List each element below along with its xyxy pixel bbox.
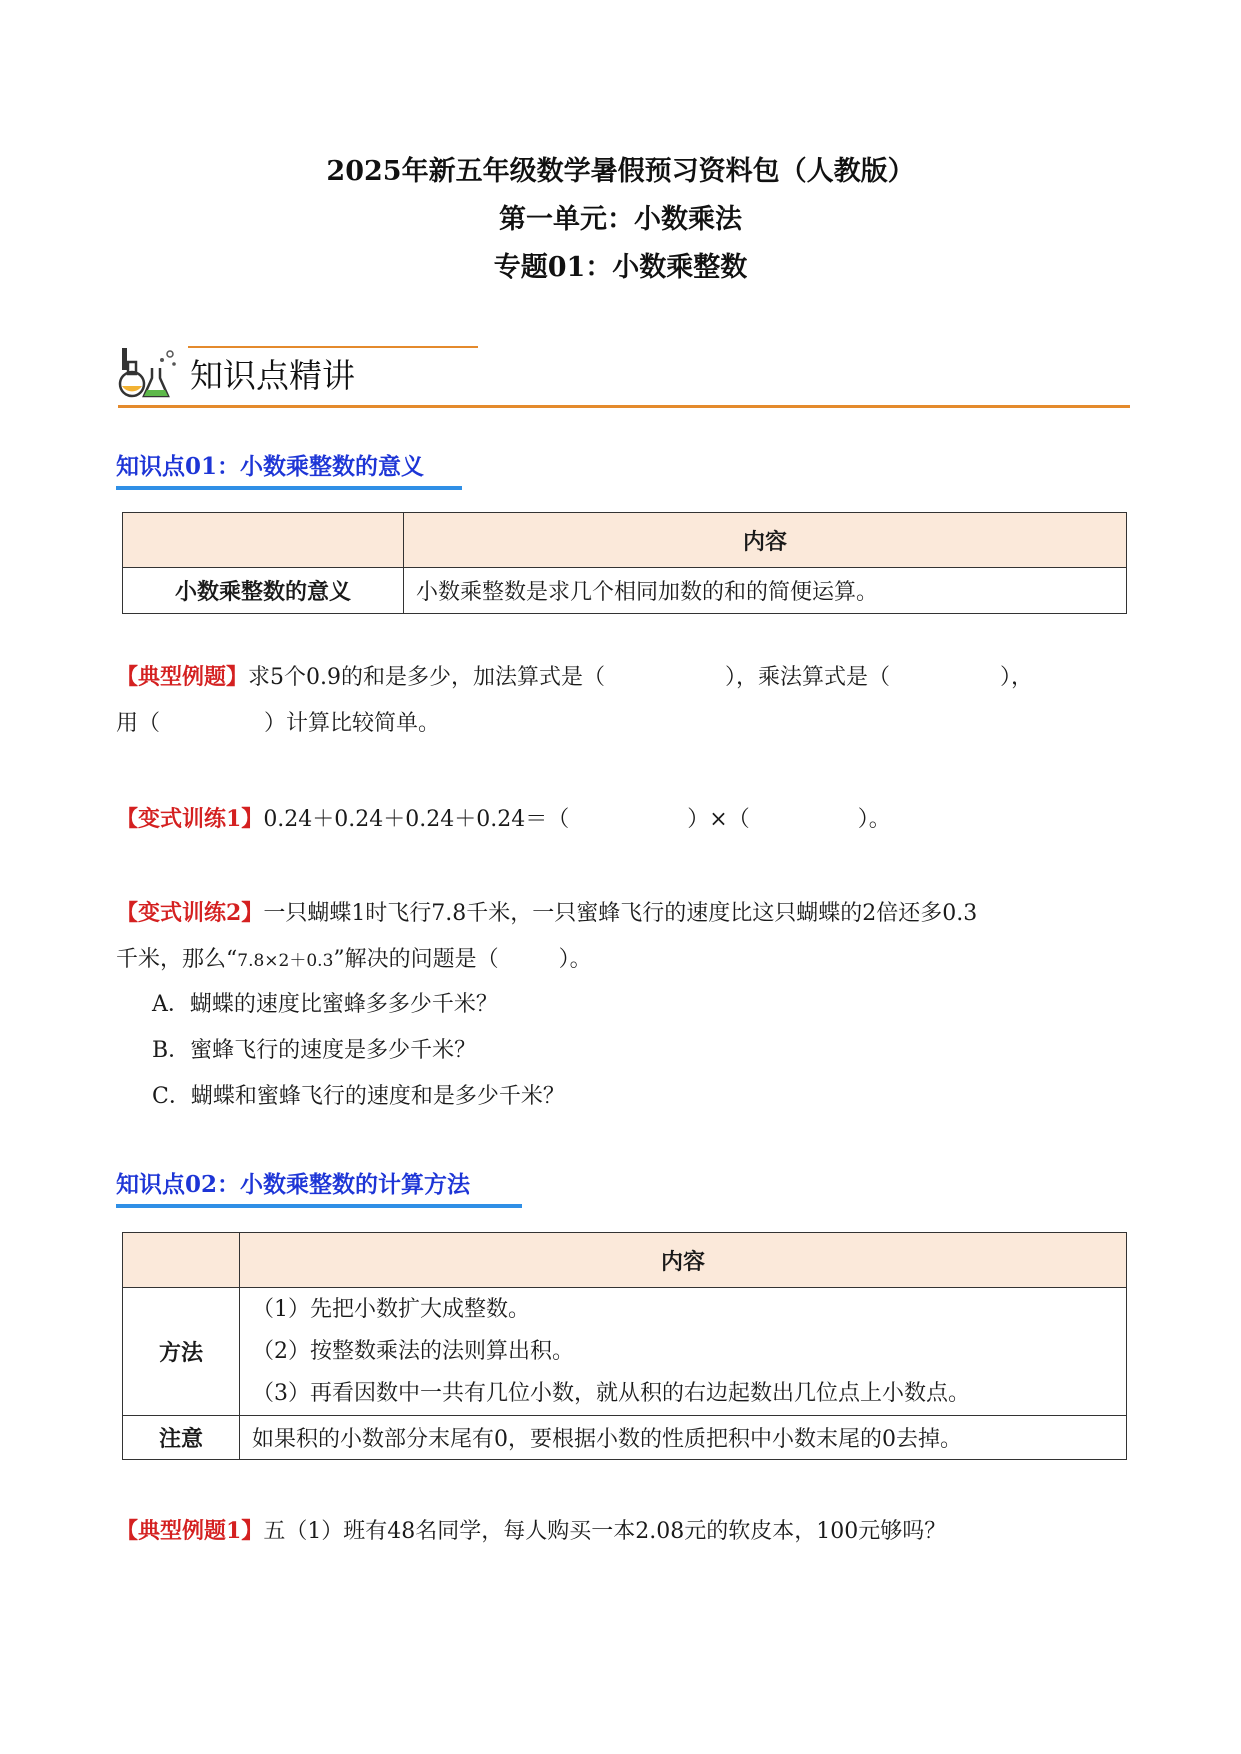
kp1-table-header: 内容: [404, 513, 1127, 568]
kp1-table-corner: [123, 513, 404, 568]
title-line-2: 第一单元：小数乘法: [499, 204, 742, 235]
ex1-text-d: 用（: [116, 711, 161, 736]
var1-text-a: 0.24＋0.24＋0.24＋0.24＝（: [263, 807, 570, 832]
table-row: [123, 568, 1127, 614]
var1-text-c: ）。: [857, 807, 891, 832]
kp1-row-label: 小数乘整数的意义: [123, 568, 404, 614]
kp2-table-header-row: [123, 1233, 1127, 1288]
method-line-1: （1）先把小数扩大成整数。: [252, 1296, 530, 1322]
example-tag: 【典型例题】: [116, 664, 249, 690]
title-line-1: 2025年新五年级数学暑假预习资料包（人教版）: [326, 156, 915, 187]
variant-tag: 【变式训练1】: [116, 806, 264, 832]
var2-text-c: ”解决的问题是（: [333, 947, 499, 972]
kp2-table-corner: [123, 1233, 240, 1288]
kp2-title-text: 知识点02：小数乘整数的计算方法: [116, 1171, 471, 1198]
science-flask-icon: [118, 344, 180, 402]
var2-text-d: ）。: [558, 947, 592, 972]
kp2-table: [122, 1232, 1127, 1460]
knowledge-header-label: 知识点精讲: [190, 356, 355, 395]
var2-formula: 7.8×2＋0.3: [237, 951, 334, 971]
ex1-text-a: 求5个0.9的和是多少，加法算式是（: [248, 665, 606, 690]
kp1-title: [116, 448, 424, 481]
ex1-text-e: ）计算比较简单。: [264, 711, 441, 736]
option-c[interactable]: C．蝴蝶和蜜蜂飞行的速度和是多少千米？: [152, 1084, 565, 1109]
ex2-text: 五（1）班有48名同学，每人购买一本2.08元的软皮本，100元够吗？: [263, 1519, 947, 1544]
method-line-2: （2）按整数乘法的法则算出积。: [252, 1338, 574, 1364]
kp1-underline: [116, 486, 462, 490]
note-content: 如果积的小数部分末尾有0，要根据小数的性质把积中小数末尾的0去掉。: [240, 1416, 1127, 1460]
title-line-3: 专题01：小数乘整数: [493, 252, 748, 283]
header-rule: [118, 405, 1130, 408]
kp2-title: [116, 1166, 470, 1199]
kp1-row-content: 小数乘整数是求几个相同加数的和的简便运算。: [404, 568, 1127, 614]
var1-text-b: ）×（: [687, 807, 750, 832]
option-b[interactable]: B．蜜蜂飞行的速度是多少千米？: [152, 1038, 477, 1063]
kp2-underline: [116, 1204, 522, 1208]
ex1-text-c: ），: [1000, 665, 1034, 690]
kp1-table-header-row: [123, 513, 1127, 568]
option-a[interactable]: A．蝴蝶的速度比蜜蜂多多少千米？: [152, 992, 498, 1017]
variant-2: [116, 890, 1126, 984]
document-title: [0, 148, 1241, 292]
table-row: [123, 1288, 1127, 1416]
variant-1: [116, 796, 1126, 843]
ex1-text-b: ），乘法算式是（: [725, 665, 891, 690]
variant-tag: 【变式训练2】: [116, 900, 264, 926]
method-line-3: （3）再看因数中一共有几位小数，就从积的右边起数出几位点上小数点。: [252, 1380, 970, 1406]
method-content: [240, 1288, 1127, 1416]
kp1-table: [122, 512, 1127, 614]
method-label: 方法: [123, 1288, 240, 1416]
knowledge-header: [118, 338, 1130, 408]
kp1-title-text: 知识点01：小数乘整数的意义: [116, 453, 425, 480]
header-top-line: [188, 346, 478, 348]
example-tag: 【典型例题1】: [116, 1518, 264, 1544]
table-row: [123, 1416, 1127, 1460]
note-label: 注意: [123, 1416, 240, 1460]
example-1: [116, 654, 1126, 747]
example-2: [116, 1508, 1126, 1555]
kp2-table-header: 内容: [240, 1233, 1127, 1288]
var2-text-b: 千米，那么“: [116, 947, 238, 972]
var2-text-a: 一只蝴蝶1时飞行7.8千米，一只蜜蜂飞行的速度比这只蝴蝶的2倍还多0.3: [263, 901, 978, 926]
